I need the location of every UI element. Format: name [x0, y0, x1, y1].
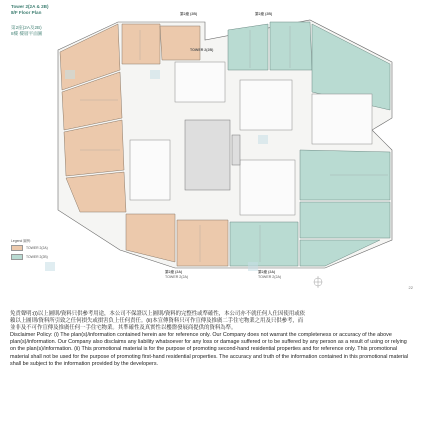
- tower-label-top-left: 第2座 (2B): [180, 12, 198, 16]
- tower-title-en: Tower 2(2A & 2B): [11, 4, 49, 9]
- tower-label-bottom-left: 第2座 (2A) TOWER 2(2A): [165, 270, 189, 279]
- tower-title-zh: 第2座(2A及2B): [11, 25, 42, 30]
- disclaimer-zh-line1: 免責聲明:(i)以上圖則/資料只供參考用途，本公司不保證以上圖則/資料的完整性或準確性，本公司亦不就任何人仕因使用或依: [10, 311, 305, 317]
- floor-title-zh: 8樓 樓層平面圖: [11, 31, 43, 36]
- disclaimer-en: Disclaimer Policy: (i) The plan(s)/information contained herein are for reference only. Our Company does not warrant the completeness or accuracy of the above plan(s)/information. Our Company also disclaims any liability whatsoever for any loss or damage suffered or to be suffered by any person as a result of using or relying on the plan(s)/information. (ii) This promotional material is for the purpose of promoting second-hand residential properties and for reference only. This promotional material shall not be used for the purpose of promoting first-hand residential properties. The accuracy and truth of the information contained in this promotional material shall be subject to the information provided by the developers.: [10, 332, 409, 367]
- disclaimer-zh-line3: 並非及不可作宣傳及推廣任何一手住宅物業。其準確性及真實性以樓盤發展商提供的資料為準。: [10, 325, 237, 332]
- tower-label-top-right: 第2座 (2B): [255, 12, 273, 16]
- legend-item-2b: TOWER 2(2B): [11, 254, 48, 260]
- legend-title: Legend 圖例:: [11, 239, 31, 243]
- disclaimer-zh-line2: 賴以上圖則/資料所引致之任何損失或損害負上任何責任。(ii)本宣傳資料只可作宣傳及推廣二手住宅物業之用及只供參考，而: [10, 318, 304, 325]
- tower-label-top-en: TOWER 2(2B): [190, 48, 214, 52]
- legend-item-2a: TOWER 2(2A): [11, 245, 48, 251]
- page-number: 22: [408, 285, 413, 290]
- disclaimer: [10, 311, 412, 368]
- legend-swatch-2b: [11, 254, 23, 260]
- legend: [11, 238, 48, 263]
- tower-label-bottom-right: 第2座 (2A) TOWER 2(2A): [258, 270, 282, 279]
- floor-title-en: 8/F Floor Plan: [11, 10, 42, 15]
- legend-swatch-2a: [11, 245, 23, 251]
